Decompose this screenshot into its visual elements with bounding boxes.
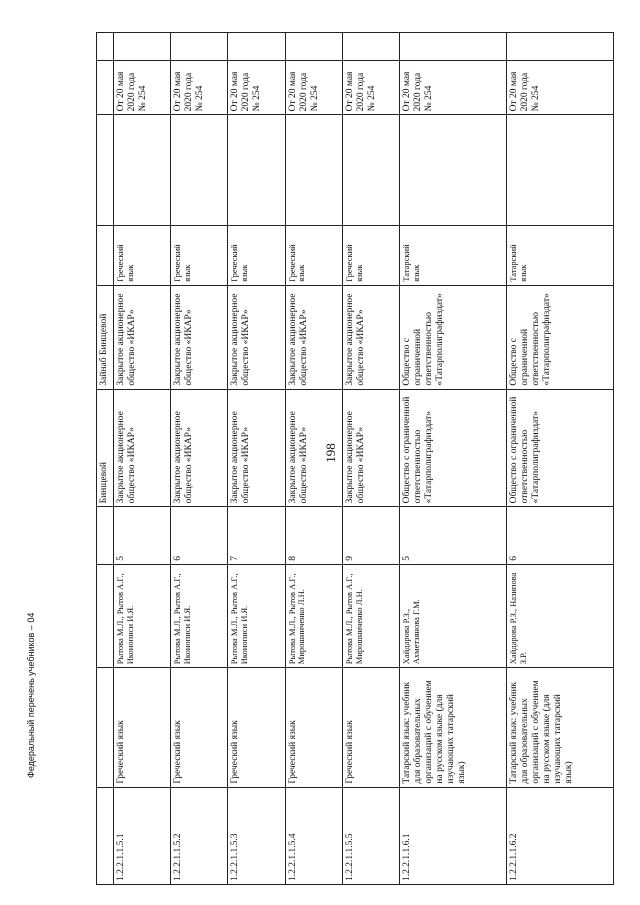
table-row <box>114 33 171 885</box>
code-cell: 1.2.2.1.1.5.2 <box>171 787 228 884</box>
authors-cell: Рытова М.Л., Рытов А.Г., Мирошниченко Л.Н. <box>342 564 399 667</box>
header-cell-publisher2: Зайнаб Бинщевой <box>97 285 114 389</box>
code-cell: 1.2.2.1.1.6.2 <box>507 787 614 884</box>
empty-cell <box>342 33 399 61</box>
authors-cell: Рытова М.Л., Рытов А.Г., Иконописи И.Я. <box>171 564 228 667</box>
order-cell: От 20 мая 2020 года № 254 <box>342 60 399 115</box>
empty-cell <box>171 115 228 226</box>
publisher2-cell: Закрытое акционерное общество «ИКАР» <box>114 285 171 389</box>
publisher2-cell: Закрытое акционерное общество «ИКАР» <box>228 285 285 389</box>
authors-cell: Рытова М.Л., Рытов А.Г., Иконописи И.Я. <box>228 564 285 667</box>
subject-cell: Греческий язык <box>228 668 285 787</box>
header-cell <box>97 564 114 667</box>
header-cell <box>97 787 114 884</box>
order-cell: От 20 мая 2020 года № 254 <box>507 60 614 115</box>
empty-cell <box>228 115 285 226</box>
language-cell: Греческий язык <box>342 225 399 285</box>
subject-cell: Греческий язык <box>285 668 342 787</box>
publisher2-cell: Закрытое акционерное общество «ИКАР» <box>171 285 228 389</box>
textbook-table-frame <box>96 32 614 885</box>
header-cell <box>97 115 114 226</box>
publisher2-cell: Закрытое акционерное общество «ИКАР» <box>342 285 399 389</box>
empty-cell <box>400 33 507 61</box>
subject-cell: Татарский язык: учебник для образовательных организаций с обучением на русском языке (для изучающих татарский язык) <box>400 668 507 787</box>
empty-cell <box>114 115 171 226</box>
textbook-table <box>96 32 614 885</box>
publisher-cell: Общество с ограниченной ответственностью «Татарполиграфиздат» <box>400 389 507 507</box>
grade-cell: 9 <box>342 507 399 564</box>
publisher-cell: Закрытое акционерное общество «ИКАР» <box>342 389 399 507</box>
header-cell-publisher: Бинщевой <box>97 389 114 507</box>
code-cell: 1.2.2.1.1.6.1 <box>400 787 507 884</box>
subject-cell: Греческий язык <box>342 668 399 787</box>
page-number: 198 <box>323 443 338 463</box>
language-cell: Греческий язык <box>285 225 342 285</box>
table-header-row <box>97 33 114 885</box>
empty-cell <box>285 115 342 226</box>
empty-cell <box>171 33 228 61</box>
subject-cell: Татарский язык: учебник для образовательных организаций с обучением на русском языке (для изучающих татарский язык) <box>507 668 614 787</box>
order-cell: От 20 мая 2020 года № 254 <box>114 60 171 115</box>
subject-cell: Греческий язык <box>114 668 171 787</box>
table-row <box>507 33 614 885</box>
footer-note: Федеральный перечень учебников – 04 <box>26 612 36 778</box>
publisher-cell: Закрытое акционерное общество «ИКАР» <box>171 389 228 507</box>
grade-cell: 5 <box>114 507 171 564</box>
code-cell: 1.2.2.1.1.5.5 <box>342 787 399 884</box>
subject-cell: Греческий язык <box>171 668 228 787</box>
header-cell <box>97 668 114 787</box>
grade-cell: 6 <box>171 507 228 564</box>
code-cell: 1.2.2.1.1.5.1 <box>114 787 171 884</box>
order-cell: От 20 мая 2020 года № 254 <box>171 60 228 115</box>
authors-cell: Рытова М.Л., Рытов А.Г., Мирошниченко Л.Н. <box>285 564 342 667</box>
code-cell: 1.2.2.1.1.5.3 <box>228 787 285 884</box>
order-cell: От 20 мая 2020 года № 254 <box>400 60 507 115</box>
language-cell: Греческий язык <box>171 225 228 285</box>
code-cell: 1.2.2.1.1.5.4 <box>285 787 342 884</box>
publisher-cell: Общество с ограниченной ответственностью «Татарполиграфиздат» <box>507 389 614 507</box>
empty-cell <box>507 115 614 226</box>
table-row <box>342 33 399 885</box>
grade-cell: 8 <box>285 507 342 564</box>
publisher2-cell: Закрытое акционерное общество «ИКАР» <box>285 285 342 389</box>
language-cell: Греческий язык <box>114 225 171 285</box>
header-cell <box>97 33 114 61</box>
publisher-cell: Закрытое акционерное общество «ИКАР» <box>114 389 171 507</box>
grade-cell: 6 <box>507 507 614 564</box>
table-row <box>171 33 228 885</box>
language-cell: Греческий язык <box>228 225 285 285</box>
table-row <box>228 33 285 885</box>
header-cell <box>97 60 114 115</box>
publisher2-cell: Общество с ограниченной ответственностью «Татарполиграфиздат» <box>400 285 507 389</box>
table-row <box>285 33 342 885</box>
language-cell: Татарский язык <box>400 225 507 285</box>
header-cell <box>97 507 114 564</box>
header-cell <box>97 225 114 285</box>
empty-cell <box>342 115 399 226</box>
empty-cell <box>114 33 171 61</box>
authors-cell: Хайдарова Р.З., Ахметзянова Г.М. <box>400 564 507 667</box>
language-cell: Татарский язык <box>507 225 614 285</box>
authors-cell: Рытова М.Л., Рытов А.Г., Иконописи И.Я. <box>114 564 171 667</box>
authors-cell: Хайдарова Р.З., Назипова З.Р. <box>507 564 614 667</box>
empty-cell <box>400 115 507 226</box>
publisher2-cell: Общество с ограниченной ответственностью «Татарполиграфиздат» <box>507 285 614 389</box>
order-cell: От 20 мая 2020 года № 254 <box>228 60 285 115</box>
empty-cell <box>228 33 285 61</box>
publisher-cell: Закрытое акционерное общество «ИКАР» <box>285 389 342 507</box>
empty-cell <box>507 33 614 61</box>
order-cell: От 20 мая 2020 года № 254 <box>285 60 342 115</box>
publisher-cell: Закрытое акционерное общество «ИКАР» <box>228 389 285 507</box>
table-row <box>400 33 507 885</box>
grade-cell: 7 <box>228 507 285 564</box>
grade-cell: 5 <box>400 507 507 564</box>
empty-cell <box>285 33 342 61</box>
